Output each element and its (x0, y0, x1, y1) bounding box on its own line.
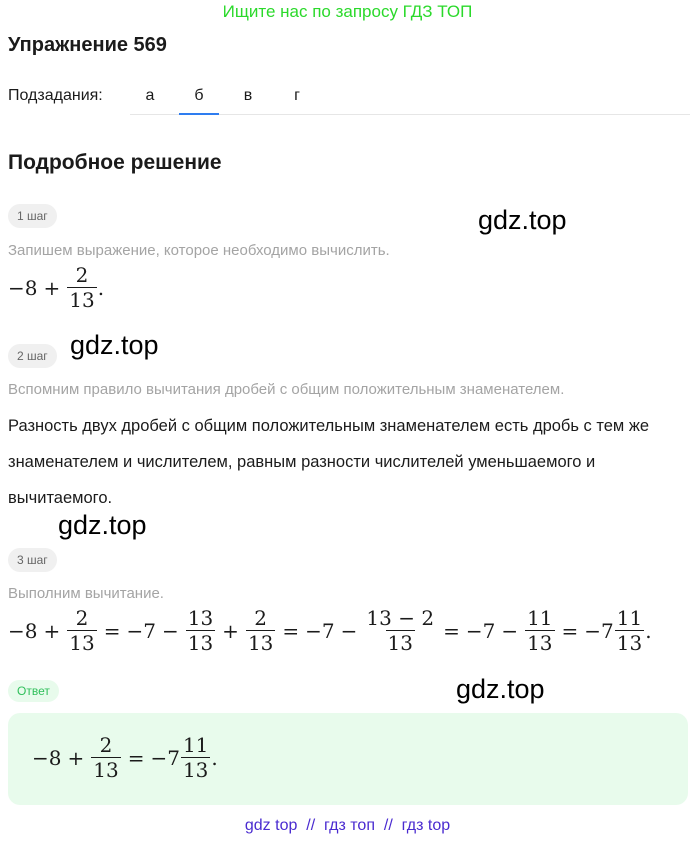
step-2-rule-text: Разность двух дробей с общим положительным знаменателем есть дробь с тем же знаменателем и числителем, равным разности числителей уменьшаемого и вычитаемого. (8, 417, 650, 507)
fraction (525, 608, 554, 653)
fraction (181, 735, 210, 780)
fraction (615, 608, 644, 653)
subtasks-label: Подзадания: (8, 87, 103, 104)
step-1-hint: Запишем выражение, которое необходимо вычислить. (8, 242, 390, 259)
watermark: gdz.top (58, 510, 147, 540)
denominator: 13 (616, 631, 643, 655)
math-dot: . (211, 745, 218, 770)
numerator: 11 (182, 733, 209, 757)
math-term: −7 (584, 618, 614, 643)
numerator: 13 (187, 606, 214, 630)
math-operator: + (67, 745, 85, 770)
fraction (364, 608, 436, 653)
step-3-hint: Выполним вычитание. (8, 585, 164, 602)
fraction (67, 265, 96, 310)
numerator: 11 (616, 606, 643, 630)
numerator: 13 − 2 (366, 606, 435, 630)
math-term: −7 (305, 618, 335, 643)
fraction (91, 735, 120, 780)
denominator: 13 (187, 631, 214, 655)
step-1-badge: 1 шаг (8, 204, 57, 228)
math-term: −7 (126, 618, 156, 643)
numerator: 11 (527, 606, 553, 630)
answer-expression (32, 735, 218, 780)
footer-links[interactable]: gdz top // гдз топ // гдз top (244, 817, 451, 834)
watermark: gdz.top (70, 330, 159, 360)
math-term: −7 (150, 745, 180, 770)
math-dot: . (645, 618, 652, 643)
denominator: 13 (247, 631, 274, 655)
math-operator: = (103, 618, 121, 643)
step-3-expression (8, 608, 652, 653)
tab-b[interactable]: б (179, 80, 219, 115)
watermark: gdz.top (456, 674, 545, 704)
tab-v[interactable]: в (243, 87, 253, 104)
math-term: −8 (8, 275, 38, 300)
math-operator: = (282, 618, 300, 643)
math-dot: . (97, 275, 105, 300)
math-operator: = (127, 745, 145, 770)
section-title: Подробное решение (8, 151, 222, 174)
denominator: 13 (69, 631, 95, 655)
numerator: 2 (75, 263, 89, 287)
tab-g[interactable]: г (294, 87, 300, 104)
watermark: gdz.top (478, 205, 567, 235)
tab-a[interactable]: а (145, 87, 155, 104)
denominator: 13 (93, 758, 119, 782)
math-operator: − (501, 618, 519, 643)
denominator: 13 (69, 288, 95, 312)
answer-badge: Ответ (8, 680, 59, 702)
fraction (67, 608, 96, 653)
numerator: 2 (75, 606, 89, 630)
fraction (246, 608, 275, 653)
denominator: 13 (527, 631, 553, 655)
math-term: −8 (32, 745, 62, 770)
math-term: −8 (8, 618, 38, 643)
numerator: 2 (99, 733, 113, 757)
subtasks-tabs (130, 80, 690, 115)
step-2-hint: Вспомним правило вычитания дробей с общим положительным знаменателем. (8, 381, 565, 398)
step-2-badge: 2 шаг (8, 344, 57, 368)
math-operator: = (443, 618, 460, 643)
denominator: 13 (387, 631, 413, 655)
math-operator: + (222, 618, 239, 643)
fraction (186, 608, 215, 653)
math-operator: − (161, 618, 179, 643)
step-1-expression (8, 265, 104, 310)
math-operator: − (340, 618, 358, 643)
math-operator: + (43, 275, 61, 300)
math-term: −7 (465, 618, 496, 643)
step-3-badge: 3 шаг (8, 548, 57, 572)
denominator: 13 (182, 758, 209, 782)
math-operator: + (43, 618, 61, 643)
page-title: Упражнение 569 (8, 34, 167, 56)
promo-banner: Ищите нас по запросу ГДЗ ТОП (222, 2, 473, 21)
math-operator: = (561, 618, 579, 643)
numerator: 2 (254, 606, 268, 630)
